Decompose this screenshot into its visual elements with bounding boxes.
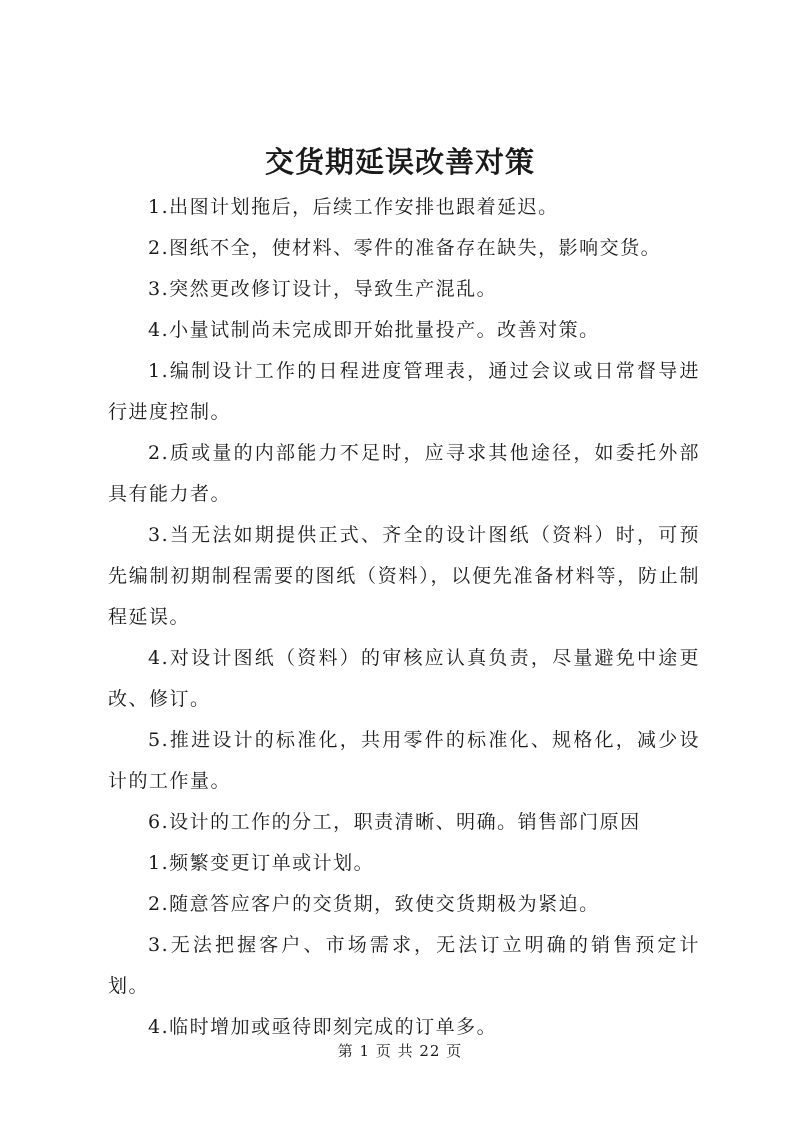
paragraph: 2.图纸不全，使材料、零件的准备存在缺失，影响交货。 [148, 237, 662, 259]
document-title: 交货期延误改善对策 [264, 145, 535, 179]
paragraph: 2.随意答应客户的交货期，致使交货期极为紧迫。 [148, 893, 600, 915]
paragraph: 3.突然更改修订设计，导致生产混乱。 [148, 278, 498, 300]
paragraph: 5.推进设计的标准化，共用零件的标准化、规格化，减少设计的工作量。 [108, 729, 700, 792]
paragraph: 3.无法把握客户、市场需求，无法订立明确的销售预定计划。 [108, 934, 700, 997]
paragraph: 4.临时增加或亟待即刻完成的订单多。 [148, 1016, 498, 1038]
paragraph: 1.出图计划拖后，后续工作安排也跟着延迟。 [148, 196, 559, 218]
paragraph: 2.质或量的内部能力不足时，应寻求其他途径，如委托外部具有能力者。 [108, 442, 700, 505]
paragraph: 6.设计的工作的分工，职责清晰、明确。销售部门原因 [148, 811, 641, 833]
paragraph: 4.小量试制尚未完成即开始批量投产。改善对策。 [148, 319, 600, 341]
paragraph: 1.频繁变更订单或计划。 [148, 852, 375, 874]
paragraph: 4.对设计图纸（资料）的审核应认真负责，尽量避免中途更改、修订。 [108, 647, 700, 710]
document-body [108, 187, 700, 1048]
paragraph: 3.当无法如期提供正式、齐全的设计图纸（资料）时，可预先编制初期制程需要的图纸（资料），以便先准备材料等，防止制程延误。 [108, 524, 700, 628]
page-footer: 第 1 页 共 22 页 [337, 1042, 463, 1060]
paragraph: 1.编制设计工作的日程进度管理表，通过会议或日常督导进行进度控制。 [108, 360, 700, 423]
